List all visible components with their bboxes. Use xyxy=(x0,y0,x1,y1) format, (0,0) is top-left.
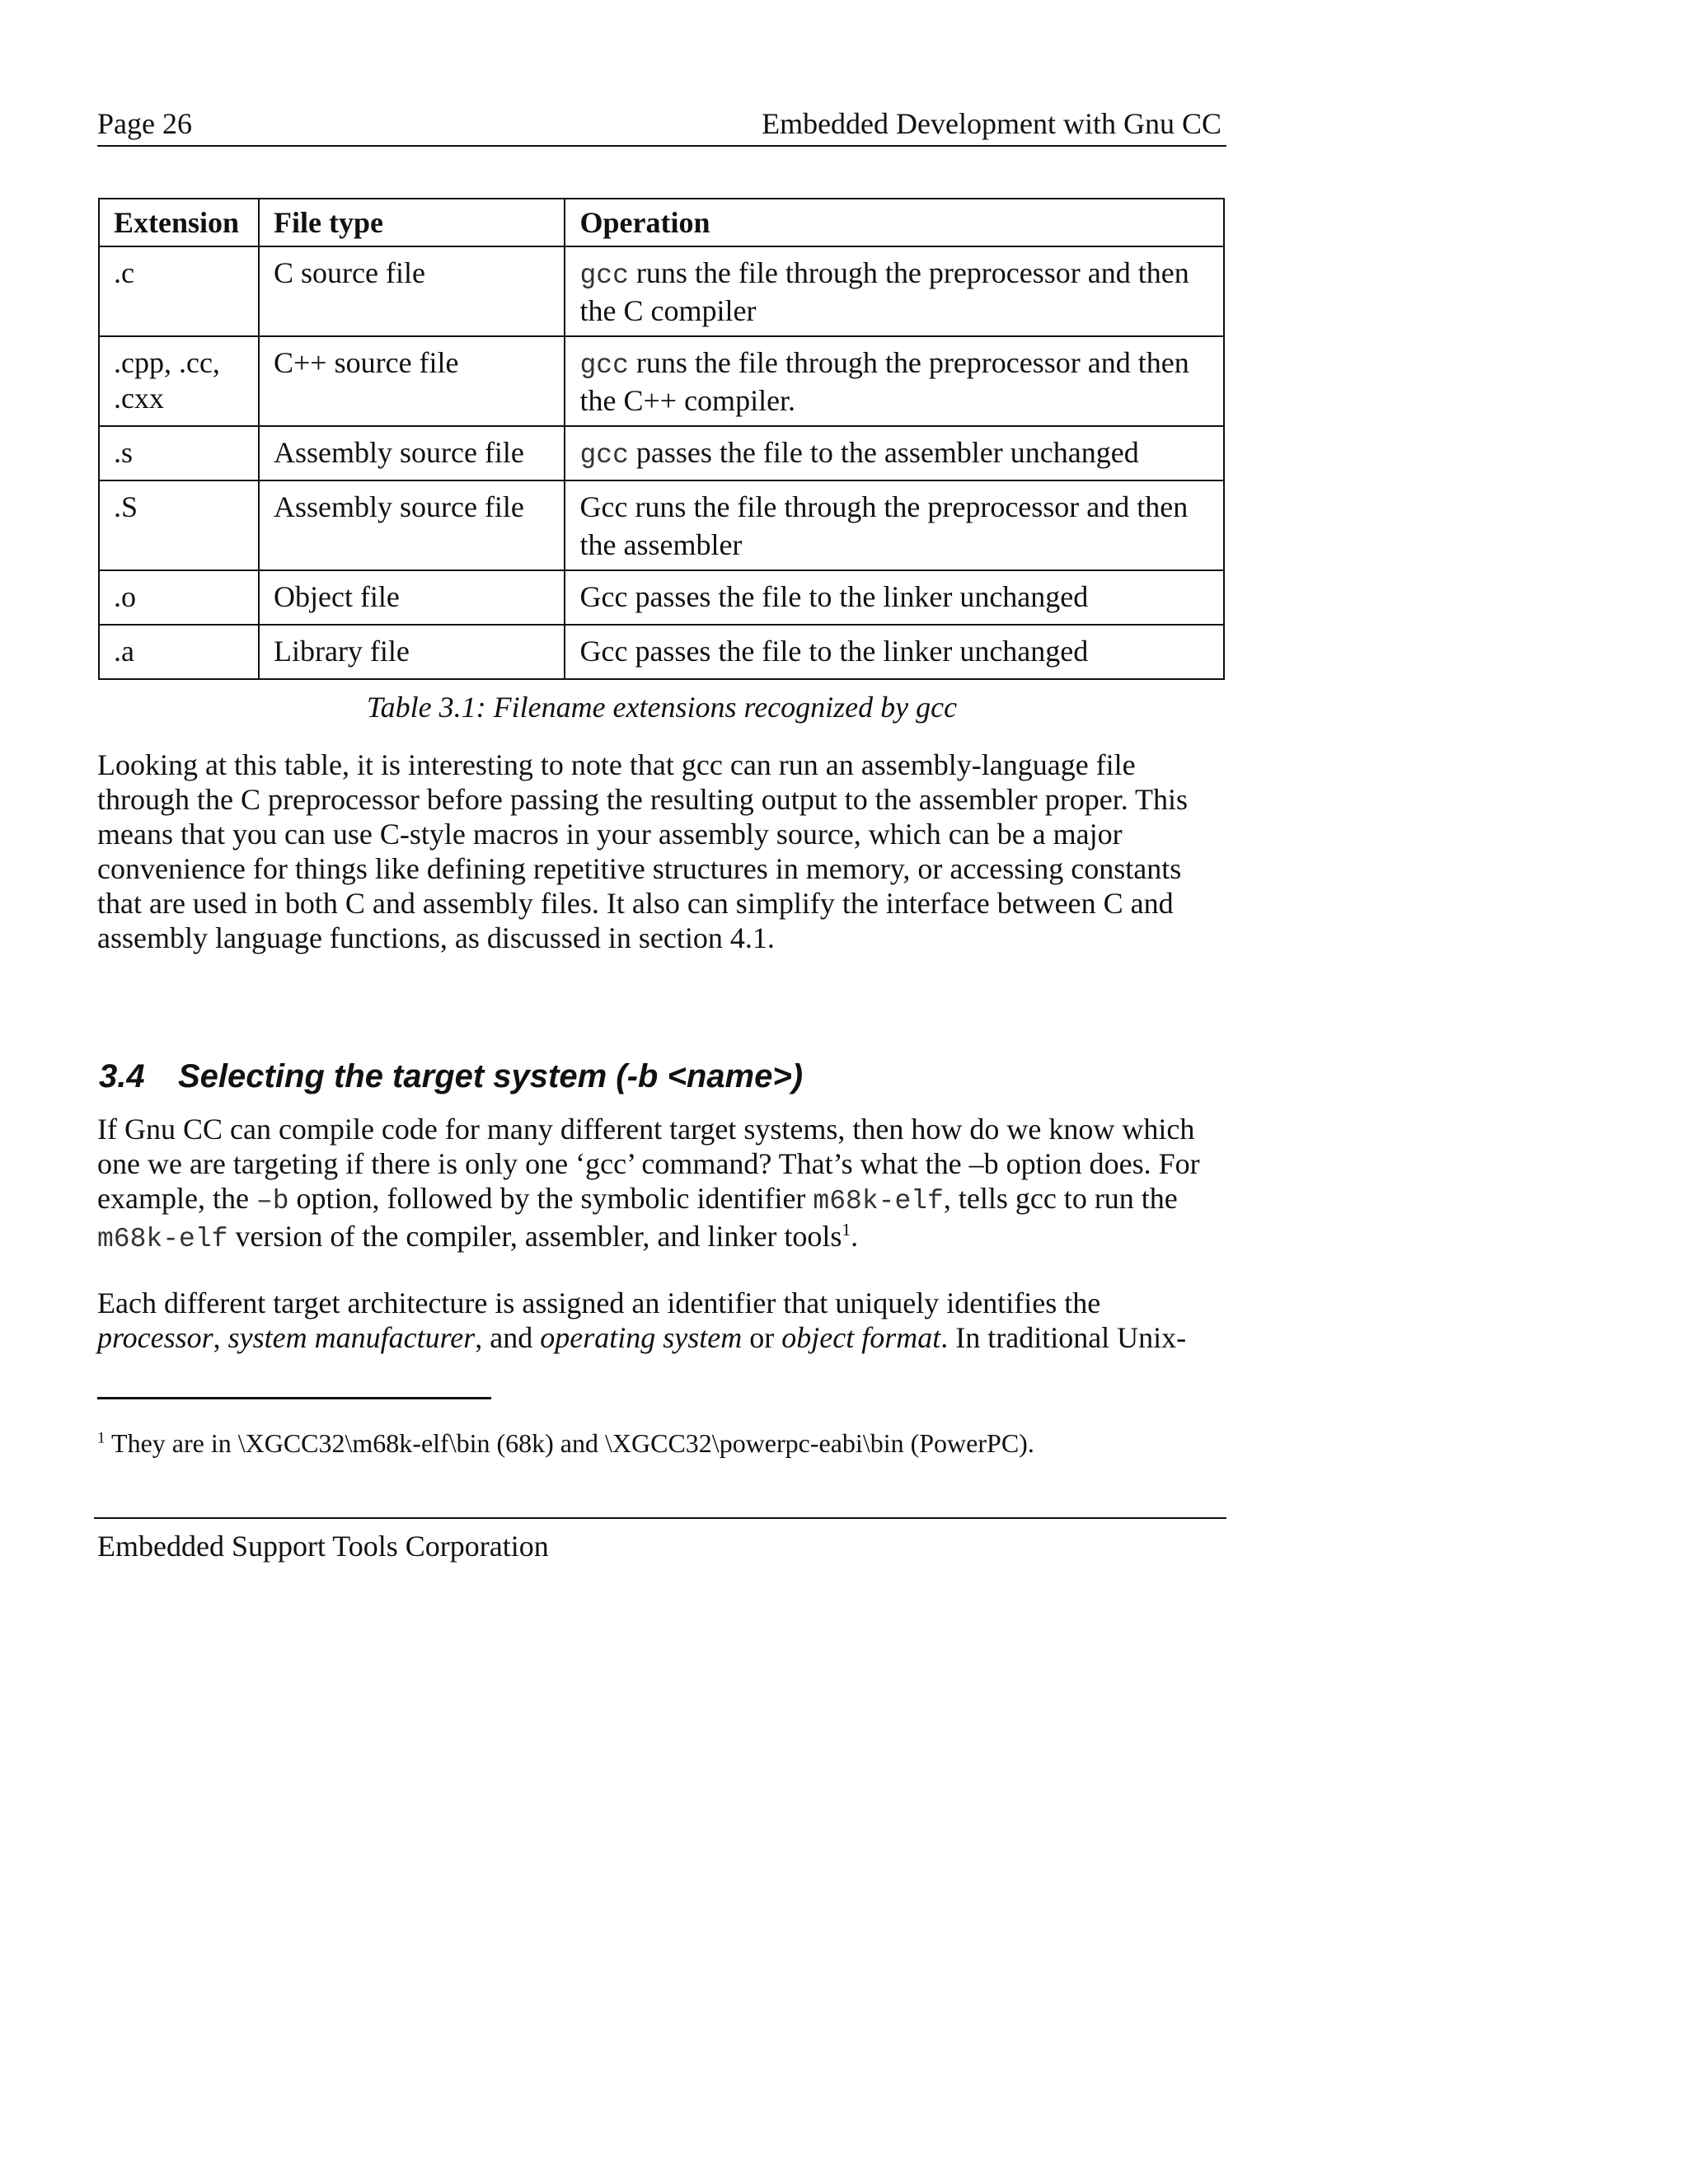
table-row xyxy=(99,246,1224,336)
running-header xyxy=(97,102,1226,147)
extension-cell: .cpp, .cc, .cxx xyxy=(99,336,259,426)
file-type-cell: Object file xyxy=(259,570,565,625)
body-paragraph: Looking at this table, it is interesting to note that gcc can run an assembly-language file through the C preprocessor before passing the resulting output to the assembler proper. This means that you can use C-style macros in your assembly source, which can be a major convenience for things like defining repetitive structures in memory, or accessing constants that are used in both C and assembly files. It also can simplify the interface between C and assembly language functions, as discussed in section 4.1. xyxy=(97,748,1189,954)
text-run: Each different target architecture is assigned an identifier that uniquely identifies the xyxy=(97,1286,1101,1319)
table-row xyxy=(99,426,1224,480)
column-header: Extension xyxy=(99,199,259,246)
operation-cell xyxy=(565,570,1224,625)
operation-cell xyxy=(565,246,1224,336)
text-run: If Gnu CC can compile code for many different target systems, then how do we know which one we are targeting if there is only one ‘gcc’ command? That’s what the –b option does. For example, the xyxy=(97,1113,1200,1215)
table-row xyxy=(99,570,1224,625)
extension-cell: .s xyxy=(99,426,259,480)
text-run: option, followed by the symbolic identifier xyxy=(288,1182,814,1215)
operation-text: Gcc passes the file to the linker unchanged xyxy=(579,635,1089,668)
emphasis: object format xyxy=(781,1321,941,1354)
column-header: File type xyxy=(259,199,565,246)
section-title: Selecting the target system (-b <name>) xyxy=(178,1058,804,1094)
emphasis: operating system xyxy=(540,1321,743,1354)
text-run: version of the compiler, assembler, and linker tools xyxy=(227,1220,842,1253)
section-number: 3.4 xyxy=(99,1058,145,1094)
extension-cell: .S xyxy=(99,480,259,570)
inline-code: m68k-elf xyxy=(813,1186,944,1216)
emphasis: system manufacturer xyxy=(227,1321,476,1354)
operation-text: passes the file to the assembler unchanged xyxy=(628,436,1139,469)
operation-cell xyxy=(565,480,1224,570)
company-name: Embedded Support Tools Corporation xyxy=(97,1530,549,1563)
table-row xyxy=(99,625,1224,679)
footnote-reference[interactable]: 1 xyxy=(842,1220,851,1240)
operation-code: gcc xyxy=(579,440,629,471)
inline-code: m68k-elf xyxy=(97,1224,228,1254)
operation-code: gcc xyxy=(579,350,629,381)
extensions-table xyxy=(98,198,1225,680)
running-footer xyxy=(94,1517,1226,1565)
operation-text: Gcc runs the file through the preprocessor and then the assembler xyxy=(579,490,1189,561)
footnote-mark: 1 xyxy=(97,1429,106,1447)
operation-text: Gcc passes the file to the linker unchanged xyxy=(579,580,1089,613)
book-title: Embedded Development with Gnu CC xyxy=(762,107,1221,140)
operation-text: runs the file through the preprocessor and then the C++ compiler. xyxy=(579,346,1189,417)
footnote-divider xyxy=(97,1397,491,1399)
operation-cell xyxy=(565,625,1224,679)
table-caption: Table 3.1: Filename extensions recognized by gcc xyxy=(366,691,958,724)
footnote-text: They are in \XGCC32\m68k-elf\bin (68k) and \XGCC32\powerpc-eabi\bin (PowerPC). xyxy=(105,1428,1034,1458)
operation-code: gcc xyxy=(579,260,629,291)
text-run: . In traditional Unix- xyxy=(940,1321,1187,1354)
body-paragraph xyxy=(97,1286,1228,1355)
inline-code: –b xyxy=(256,1186,289,1216)
body-paragraph xyxy=(97,1112,1228,1257)
text-run: . xyxy=(851,1220,859,1253)
extension-cell: .c xyxy=(99,246,259,336)
text-run: , and xyxy=(475,1321,541,1354)
text-run: , tells gcc to run the xyxy=(943,1182,1178,1215)
page-number: Page 26 xyxy=(97,107,192,140)
table-header-row xyxy=(99,199,1224,246)
operation-cell xyxy=(565,426,1224,480)
footnote xyxy=(97,1426,1226,1460)
table-row xyxy=(99,336,1224,426)
file-type-cell: Assembly source file xyxy=(259,426,565,480)
section-heading xyxy=(99,1056,803,1097)
file-type-cell: Assembly source file xyxy=(259,480,565,570)
file-type-cell: Library file xyxy=(259,625,565,679)
file-type-cell: C source file xyxy=(259,246,565,336)
extension-cell: .a xyxy=(99,625,259,679)
table-row xyxy=(99,480,1224,570)
text-run: or xyxy=(742,1321,782,1354)
column-header: Operation xyxy=(565,199,1224,246)
file-type-cell: C++ source file xyxy=(259,336,565,426)
operation-text: runs the file through the preprocessor and then the C compiler xyxy=(579,256,1189,327)
emphasis: processor xyxy=(97,1321,213,1354)
text-run: , xyxy=(213,1321,228,1354)
operation-cell xyxy=(565,336,1224,426)
extension-cell: .o xyxy=(99,570,259,625)
